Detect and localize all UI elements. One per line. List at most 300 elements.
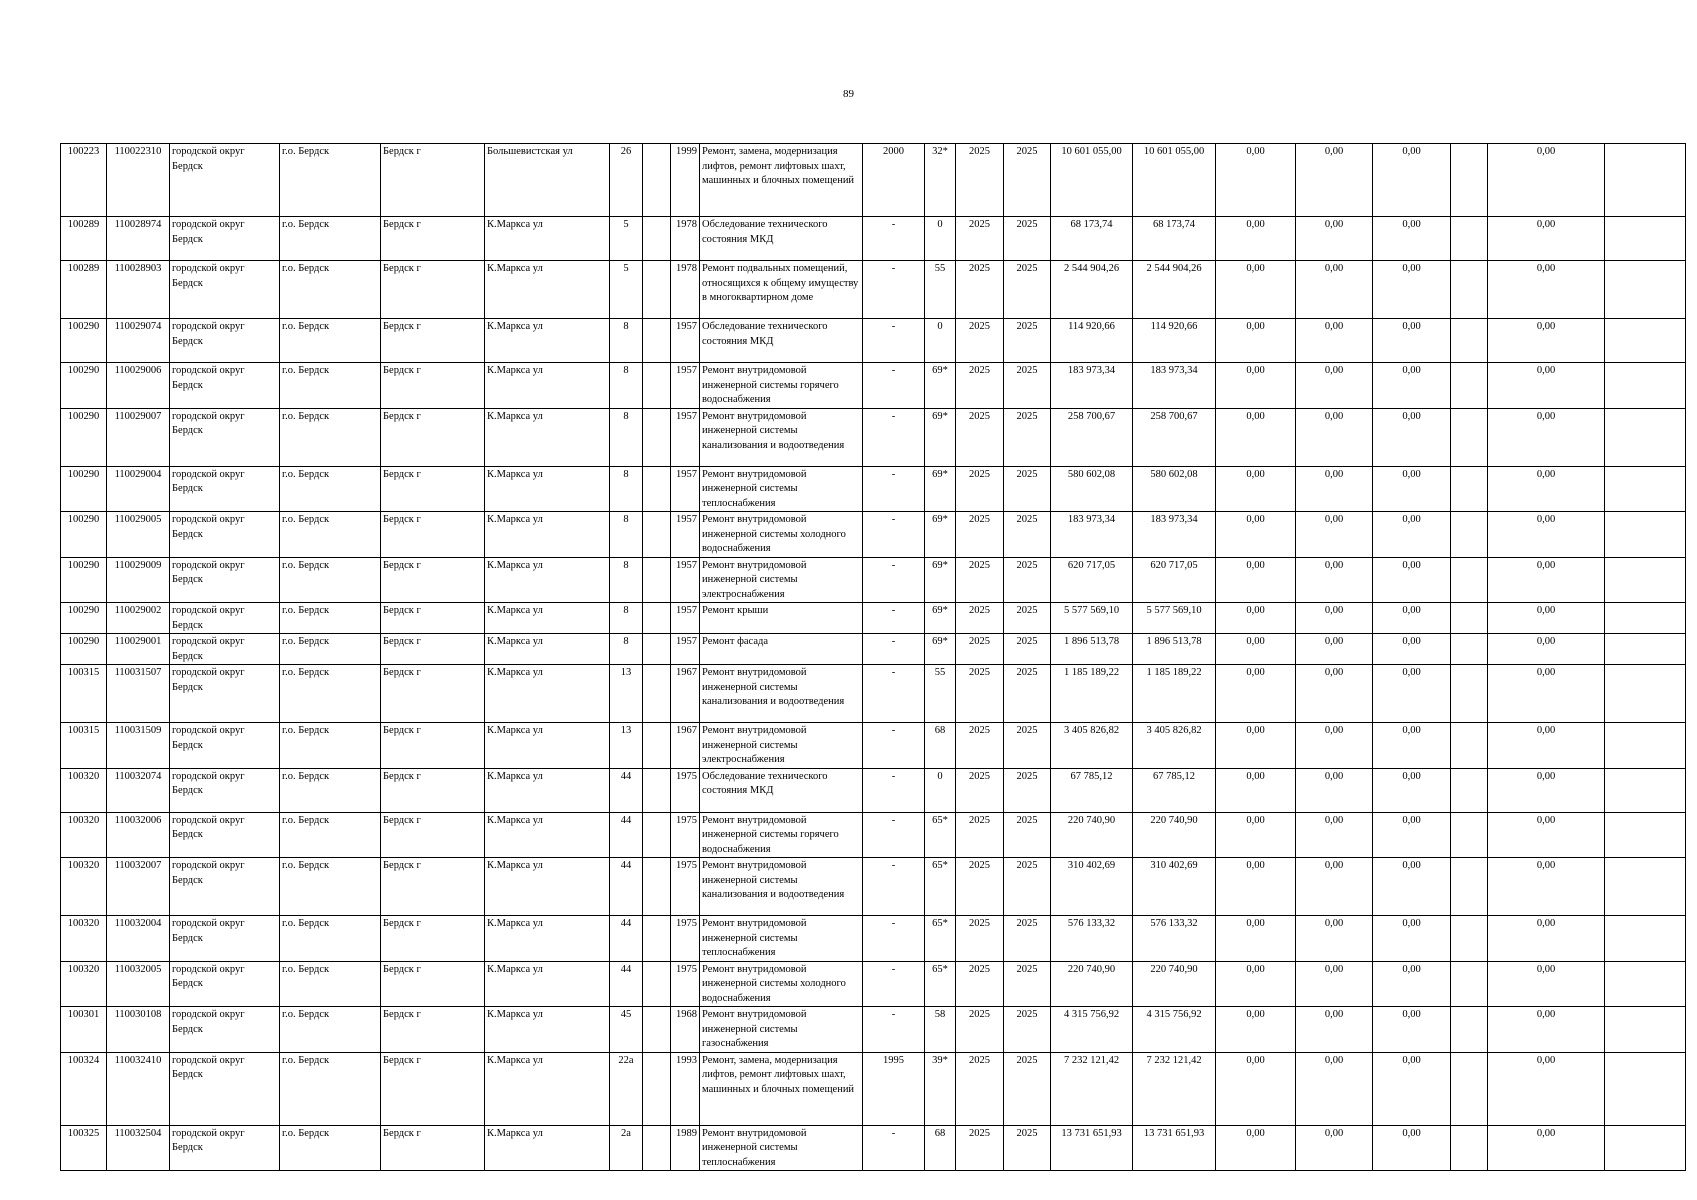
work-code-cell: 110030108 [107,1007,170,1053]
start-year-cell: 2025 [956,916,1004,962]
house-number-cell: 44 [610,858,643,916]
fund-3-cell: 0,00 [1373,1007,1451,1053]
fund-3-cell: 0,00 [1373,961,1451,1007]
lift-year-cell: - [863,363,925,409]
fund-5-cell: 0,00 [1488,512,1605,558]
fund-4-cell [1451,466,1488,512]
table-row [61,466,1686,512]
start-year-cell: 2025 [956,512,1004,558]
object-id-cell: 100320 [61,812,107,858]
object-id-cell: 100290 [61,319,107,363]
locality-cell: Бердск г [381,261,485,319]
end-year-cell: 2025 [1004,961,1051,1007]
street-cell: К.Маркса ул [485,1007,610,1053]
object-id-cell: 100320 [61,916,107,962]
total-cost-cell: 1 185 189,22 [1133,665,1216,723]
fund-3-cell: 0,00 [1373,858,1451,916]
fund-1-cell: 0,00 [1216,319,1296,363]
work-description-cell: Обследование технического состояния МКД [700,319,863,363]
house-number-cell: 13 [610,723,643,769]
lift-year-cell: - [863,665,925,723]
work-code-cell: 110029004 [107,466,170,512]
fund-2-cell: 0,00 [1296,408,1373,466]
work-code-cell: 110032005 [107,961,170,1007]
table-row [61,723,1686,769]
fund-6-cell [1605,665,1686,723]
locality-cell: Бердск г [381,557,485,603]
municipality-cell: городской округ Бердск [170,768,280,812]
district-cell: г.о. Бердск [280,768,381,812]
build-year-cell: 1978 [671,261,700,319]
fund-5-cell: 0,00 [1488,144,1605,217]
building-cell [643,1007,671,1053]
house-number-cell: 8 [610,319,643,363]
fund-6-cell [1605,723,1686,769]
locality-cell: Бердск г [381,319,485,363]
start-year-cell: 2025 [956,665,1004,723]
work-code-cell: 110029005 [107,512,170,558]
work-code-cell: 110032004 [107,916,170,962]
street-cell: К.Маркса ул [485,1052,610,1125]
locality-cell: Бердск г [381,1007,485,1053]
house-number-cell: 5 [610,217,643,261]
fund-4-cell [1451,665,1488,723]
district-cell: г.о. Бердск [280,634,381,665]
locality-cell: Бердск г [381,916,485,962]
fund-5-cell: 0,00 [1488,603,1605,634]
build-year-cell: 1989 [671,1125,700,1171]
work-code-cell: 110031509 [107,723,170,769]
fund-2-cell: 0,00 [1296,557,1373,603]
street-cell: К.Маркса ул [485,858,610,916]
work-description-cell: Ремонт внутридомовой инженерной системы горячего водоснабжения [700,363,863,409]
work-code-cell: 110028903 [107,261,170,319]
end-year-cell: 2025 [1004,723,1051,769]
work-description-cell: Ремонт внутридомовой инженерной системы теплоснабжения [700,1125,863,1171]
fund-6-cell [1605,557,1686,603]
end-year-cell: 2025 [1004,768,1051,812]
total-cost-cell: 220 740,90 [1133,812,1216,858]
municipality-cell: городской округ Бердск [170,1007,280,1053]
fund-1-cell: 0,00 [1216,634,1296,665]
municipality-cell: городской округ Бердск [170,319,280,363]
locality-cell: Бердск г [381,144,485,217]
building-cell [643,603,671,634]
cost-cell: 220 740,90 [1051,961,1133,1007]
end-year-cell: 2025 [1004,261,1051,319]
object-id-cell: 100315 [61,723,107,769]
build-year-cell: 1975 [671,768,700,812]
table-row [61,603,1686,634]
fund-4-cell [1451,261,1488,319]
fund-1-cell: 0,00 [1216,723,1296,769]
build-year-cell: 1967 [671,665,700,723]
fund-2-cell: 0,00 [1296,261,1373,319]
start-year-cell: 2025 [956,961,1004,1007]
fund-3-cell: 0,00 [1373,634,1451,665]
start-year-cell: 2025 [956,261,1004,319]
building-cell [643,557,671,603]
work-code-cell: 110032504 [107,1125,170,1171]
wear-percent-cell: 68 [925,1125,956,1171]
house-number-cell: 8 [610,512,643,558]
locality-cell: Бердск г [381,1125,485,1171]
end-year-cell: 2025 [1004,634,1051,665]
fund-3-cell: 0,00 [1373,812,1451,858]
building-cell [643,634,671,665]
street-cell: К.Маркса ул [485,408,610,466]
fund-4-cell [1451,634,1488,665]
total-cost-cell: 67 785,12 [1133,768,1216,812]
fund-4-cell [1451,319,1488,363]
end-year-cell: 2025 [1004,557,1051,603]
fund-4-cell [1451,1125,1488,1171]
fund-3-cell: 0,00 [1373,512,1451,558]
district-cell: г.о. Бердск [280,916,381,962]
street-cell: К.Маркса ул [485,634,610,665]
fund-2-cell: 0,00 [1296,1125,1373,1171]
fund-1-cell: 0,00 [1216,768,1296,812]
fund-3-cell: 0,00 [1373,916,1451,962]
start-year-cell: 2025 [956,408,1004,466]
fund-6-cell [1605,217,1686,261]
locality-cell: Бердск г [381,723,485,769]
fund-2-cell: 0,00 [1296,916,1373,962]
work-description-cell: Ремонт, замена, модернизация лифтов, ремонт лифтовых шахт, машинных и блочных помещений [700,144,863,217]
start-year-cell: 2025 [956,144,1004,217]
cost-cell: 1 896 513,78 [1051,634,1133,665]
municipality-cell: городской округ Бердск [170,916,280,962]
fund-5-cell: 0,00 [1488,665,1605,723]
start-year-cell: 2025 [956,466,1004,512]
fund-6-cell [1605,1007,1686,1053]
table-row [61,858,1686,916]
street-cell: К.Маркса ул [485,557,610,603]
locality-cell: Бердск г [381,466,485,512]
fund-1-cell: 0,00 [1216,408,1296,466]
fund-1-cell: 0,00 [1216,961,1296,1007]
total-cost-cell: 7 232 121,42 [1133,1052,1216,1125]
fund-6-cell [1605,961,1686,1007]
municipality-cell: городской округ Бердск [170,858,280,916]
cost-cell: 114 920,66 [1051,319,1133,363]
fund-5-cell: 0,00 [1488,768,1605,812]
work-code-cell: 110029006 [107,363,170,409]
total-cost-cell: 580 602,08 [1133,466,1216,512]
build-year-cell: 1957 [671,408,700,466]
house-number-cell: 8 [610,557,643,603]
house-number-cell: 8 [610,363,643,409]
municipality-cell: городской округ Бердск [170,557,280,603]
house-number-cell: 5 [610,261,643,319]
fund-4-cell [1451,363,1488,409]
fund-2-cell: 0,00 [1296,1052,1373,1125]
build-year-cell: 1975 [671,812,700,858]
fund-5-cell: 0,00 [1488,916,1605,962]
fund-5-cell: 0,00 [1488,961,1605,1007]
fund-2-cell: 0,00 [1296,634,1373,665]
fund-4-cell [1451,858,1488,916]
object-id-cell: 100290 [61,512,107,558]
fund-3-cell: 0,00 [1373,363,1451,409]
fund-5-cell: 0,00 [1488,634,1605,665]
table-row [61,665,1686,723]
district-cell: г.о. Бердск [280,812,381,858]
table-row [61,961,1686,1007]
fund-4-cell [1451,1052,1488,1125]
locality-cell: Бердск г [381,363,485,409]
object-id-cell: 100290 [61,634,107,665]
work-description-cell: Ремонт внутридомовой инженерной системы холодного водоснабжения [700,512,863,558]
fund-2-cell: 0,00 [1296,319,1373,363]
end-year-cell: 2025 [1004,1125,1051,1171]
total-cost-cell: 183 973,34 [1133,512,1216,558]
cost-cell: 4 315 756,92 [1051,1007,1133,1053]
locality-cell: Бердск г [381,665,485,723]
work-description-cell: Ремонт внутридомовой инженерной системы газоснабжения [700,1007,863,1053]
cost-cell: 576 133,32 [1051,916,1133,962]
work-description-cell: Ремонт внутридомовой инженерной системы горячего водоснабжения [700,812,863,858]
object-id-cell: 100301 [61,1007,107,1053]
fund-2-cell: 0,00 [1296,723,1373,769]
total-cost-cell: 1 896 513,78 [1133,634,1216,665]
street-cell: К.Маркса ул [485,916,610,962]
fund-3-cell: 0,00 [1373,408,1451,466]
cost-cell: 183 973,34 [1051,363,1133,409]
work-description-cell: Ремонт внутридомовой инженерной системы теплоснабжения [700,916,863,962]
street-cell: К.Маркса ул [485,723,610,769]
table-row [61,217,1686,261]
fund-3-cell: 0,00 [1373,261,1451,319]
total-cost-cell: 68 173,74 [1133,217,1216,261]
page-number: 89 [843,88,854,100]
fund-2-cell: 0,00 [1296,466,1373,512]
fund-3-cell: 0,00 [1373,665,1451,723]
start-year-cell: 2025 [956,634,1004,665]
fund-6-cell [1605,144,1686,217]
table-row [61,408,1686,466]
total-cost-cell: 576 133,32 [1133,916,1216,962]
table-row [61,1007,1686,1053]
street-cell: К.Маркса ул [485,319,610,363]
wear-percent-cell: 68 [925,723,956,769]
build-year-cell: 1993 [671,1052,700,1125]
lift-year-cell: - [863,723,925,769]
table-row [61,261,1686,319]
table-row [61,812,1686,858]
building-cell [643,466,671,512]
object-id-cell: 100324 [61,1052,107,1125]
work-description-cell: Ремонт внутридомовой инженерной системы холодного водоснабжения [700,961,863,1007]
wear-percent-cell: 0 [925,217,956,261]
cost-cell: 10 601 055,00 [1051,144,1133,217]
fund-5-cell: 0,00 [1488,466,1605,512]
fund-3-cell: 0,00 [1373,217,1451,261]
wear-percent-cell: 69* [925,603,956,634]
municipality-cell: городской округ Бердск [170,665,280,723]
build-year-cell: 1957 [671,603,700,634]
start-year-cell: 2025 [956,768,1004,812]
work-description-cell: Ремонт внутридомовой инженерной системы канализования и водоотведения [700,408,863,466]
work-description-cell: Ремонт внутридомовой инженерной системы теплоснабжения [700,466,863,512]
municipality-cell: городской округ Бердск [170,261,280,319]
start-year-cell: 2025 [956,603,1004,634]
build-year-cell: 1968 [671,1007,700,1053]
build-year-cell: 1957 [671,466,700,512]
fund-5-cell: 0,00 [1488,723,1605,769]
fund-6-cell [1605,1125,1686,1171]
district-cell: г.о. Бердск [280,723,381,769]
locality-cell: Бердск г [381,768,485,812]
municipality-cell: городской округ Бердск [170,961,280,1007]
work-code-cell: 110028974 [107,217,170,261]
fund-2-cell: 0,00 [1296,961,1373,1007]
locality-cell: Бердск г [381,634,485,665]
fund-4-cell [1451,557,1488,603]
object-id-cell: 100289 [61,261,107,319]
building-cell [643,723,671,769]
table-row [61,319,1686,363]
building-cell [643,1125,671,1171]
wear-percent-cell: 69* [925,363,956,409]
house-number-cell: 13 [610,665,643,723]
municipality-cell: городской округ Бердск [170,144,280,217]
end-year-cell: 2025 [1004,319,1051,363]
capital-repair-table [60,143,1686,1171]
district-cell: г.о. Бердск [280,261,381,319]
fund-6-cell [1605,634,1686,665]
build-year-cell: 1975 [671,858,700,916]
work-description-cell: Обследование технического состояния МКД [700,217,863,261]
building-cell [643,768,671,812]
street-cell: К.Маркса ул [485,665,610,723]
cost-cell: 220 740,90 [1051,812,1133,858]
cost-cell: 67 785,12 [1051,768,1133,812]
fund-2-cell: 0,00 [1296,144,1373,217]
work-code-cell: 110031507 [107,665,170,723]
municipality-cell: городской округ Бердск [170,217,280,261]
wear-percent-cell: 55 [925,261,956,319]
street-cell: К.Маркса ул [485,768,610,812]
cost-cell: 5 577 569,10 [1051,603,1133,634]
end-year-cell: 2025 [1004,363,1051,409]
district-cell: г.о. Бердск [280,961,381,1007]
fund-5-cell: 0,00 [1488,217,1605,261]
fund-6-cell [1605,408,1686,466]
house-number-cell: 44 [610,768,643,812]
building-cell [643,363,671,409]
object-id-cell: 100325 [61,1125,107,1171]
build-year-cell: 1967 [671,723,700,769]
lift-year-cell: - [863,557,925,603]
start-year-cell: 2025 [956,1125,1004,1171]
work-description-cell: Ремонт внутридомовой инженерной системы канализования и водоотведения [700,665,863,723]
fund-6-cell [1605,261,1686,319]
house-number-cell: 44 [610,961,643,1007]
municipality-cell: городской округ Бердск [170,512,280,558]
house-number-cell: 44 [610,812,643,858]
fund-6-cell [1605,858,1686,916]
cost-cell: 310 402,69 [1051,858,1133,916]
fund-5-cell: 0,00 [1488,1007,1605,1053]
district-cell: г.о. Бердск [280,603,381,634]
work-description-cell: Ремонт фасада [700,634,863,665]
house-number-cell: 8 [610,466,643,512]
total-cost-cell: 310 402,69 [1133,858,1216,916]
lift-year-cell: 1995 [863,1052,925,1125]
fund-1-cell: 0,00 [1216,144,1296,217]
work-code-cell: 110032007 [107,858,170,916]
wear-percent-cell: 69* [925,512,956,558]
district-cell: г.о. Бердск [280,144,381,217]
lift-year-cell: - [863,319,925,363]
house-number-cell: 8 [610,408,643,466]
municipality-cell: городской округ Бердск [170,634,280,665]
fund-3-cell: 0,00 [1373,319,1451,363]
table-row [61,144,1686,217]
building-cell [643,319,671,363]
work-code-cell: 110032410 [107,1052,170,1125]
work-code-cell: 110032074 [107,768,170,812]
start-year-cell: 2025 [956,1007,1004,1053]
work-code-cell: 110022310 [107,144,170,217]
fund-4-cell [1451,768,1488,812]
fund-2-cell: 0,00 [1296,512,1373,558]
fund-1-cell: 0,00 [1216,603,1296,634]
build-year-cell: 1957 [671,363,700,409]
fund-5-cell: 0,00 [1488,363,1605,409]
fund-2-cell: 0,00 [1296,363,1373,409]
fund-6-cell [1605,603,1686,634]
fund-6-cell [1605,363,1686,409]
street-cell: К.Маркса ул [485,217,610,261]
locality-cell: Бердск г [381,408,485,466]
fund-3-cell: 0,00 [1373,603,1451,634]
build-year-cell: 1957 [671,557,700,603]
wear-percent-cell: 65* [925,961,956,1007]
fund-1-cell: 0,00 [1216,812,1296,858]
fund-1-cell: 0,00 [1216,363,1296,409]
end-year-cell: 2025 [1004,812,1051,858]
build-year-cell: 1999 [671,144,700,217]
district-cell: г.о. Бердск [280,512,381,558]
fund-4-cell [1451,916,1488,962]
start-year-cell: 2025 [956,858,1004,916]
locality-cell: Бердск г [381,512,485,558]
lift-year-cell: - [863,261,925,319]
lift-year-cell: - [863,603,925,634]
building-cell [643,812,671,858]
building-cell [643,408,671,466]
fund-3-cell: 0,00 [1373,1052,1451,1125]
fund-5-cell: 0,00 [1488,1052,1605,1125]
total-cost-cell: 3 405 826,82 [1133,723,1216,769]
street-cell: К.Маркса ул [485,512,610,558]
start-year-cell: 2025 [956,363,1004,409]
fund-2-cell: 0,00 [1296,768,1373,812]
fund-1-cell: 0,00 [1216,1052,1296,1125]
district-cell: г.о. Бердск [280,408,381,466]
lift-year-cell: - [863,466,925,512]
wear-percent-cell: 69* [925,634,956,665]
lift-year-cell: - [863,916,925,962]
district-cell: г.о. Бердск [280,217,381,261]
object-id-cell: 100320 [61,961,107,1007]
wear-percent-cell: 69* [925,408,956,466]
house-number-cell: 22а [610,1052,643,1125]
total-cost-cell: 4 315 756,92 [1133,1007,1216,1053]
district-cell: г.о. Бердск [280,858,381,916]
